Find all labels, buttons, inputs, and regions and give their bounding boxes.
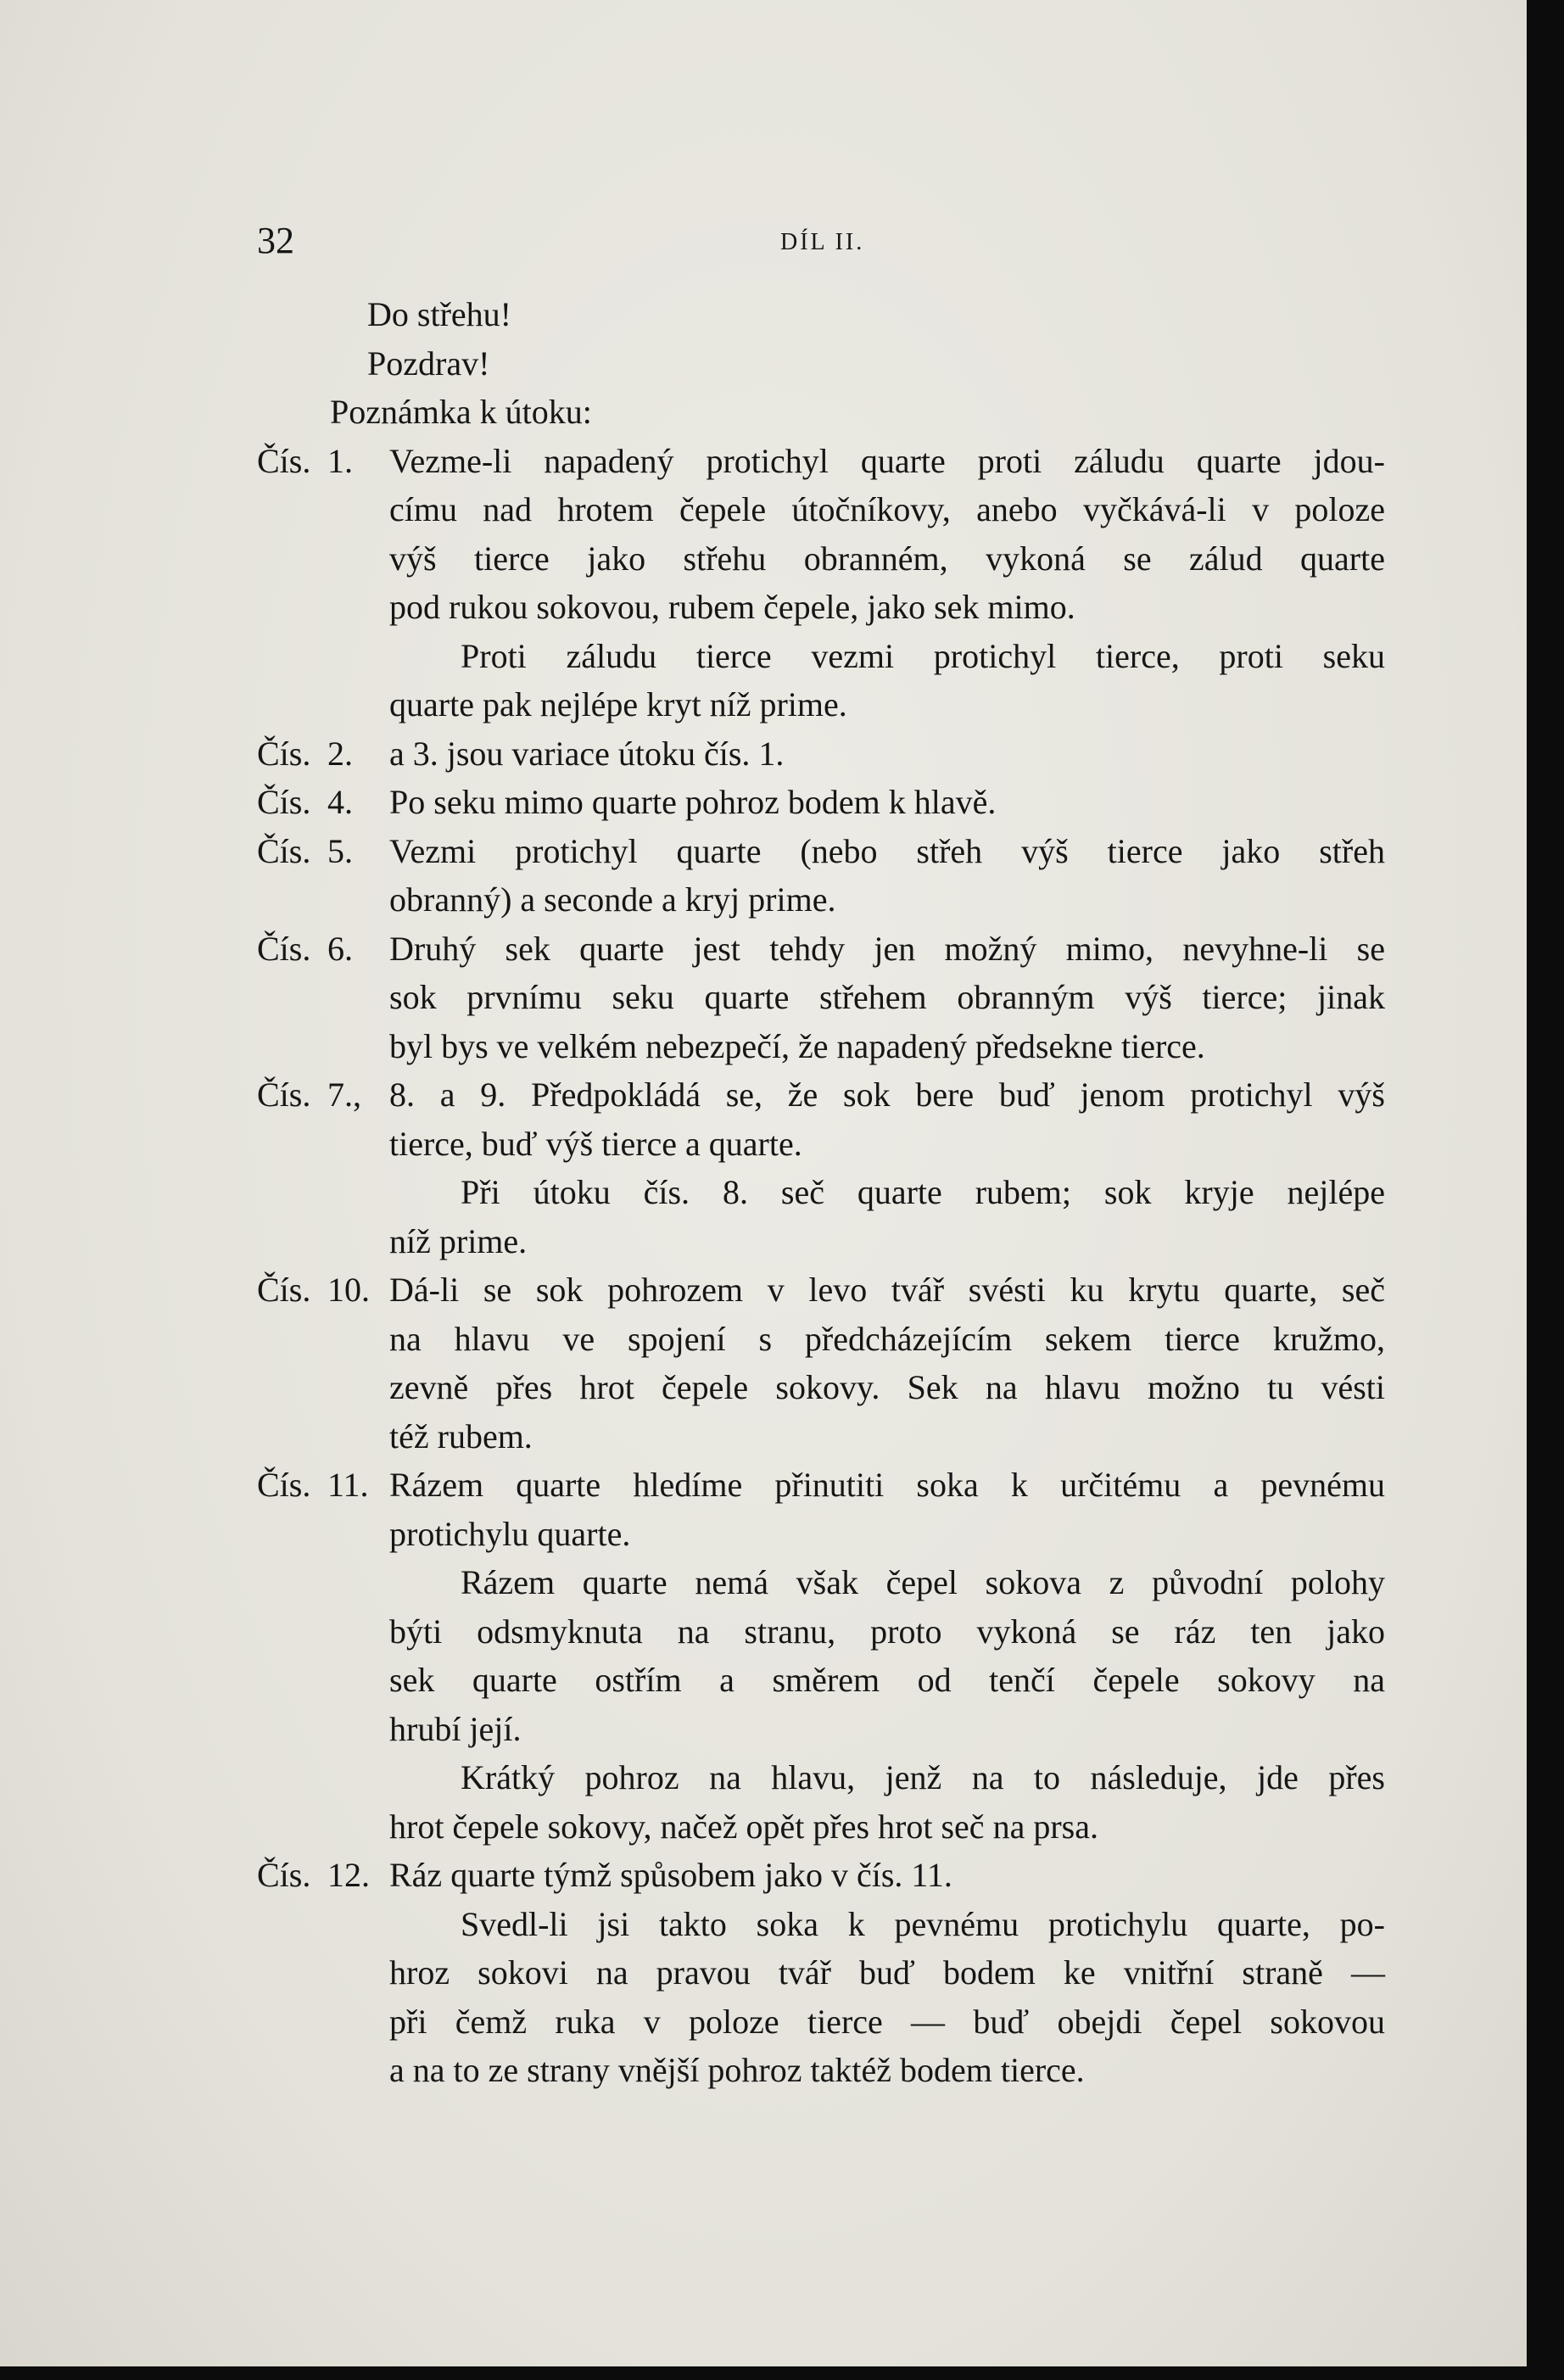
text-line: hrubí její.	[389, 1709, 522, 1748]
page-body	[257, 290, 1385, 2095]
text-line: obranný) a seconde a kryj prime.	[389, 880, 836, 919]
text-line: sek quarte ostřím a směrem od tenčí čepele sokovy na	[389, 1661, 1385, 1699]
text-line: Svedl-li jsi takto soka k pevnému protichylu quarte, po-	[461, 1904, 1385, 1943]
text-line: protichylu quarte.	[389, 1514, 631, 1553]
text-line: tierce, buď výš tierce a quarte.	[389, 1124, 802, 1163]
item-number: 4.	[327, 783, 353, 821]
text-line: pod rukou sokovou, rubem čepele, jako sek mimo.	[389, 588, 1075, 626]
item-number: 12.	[327, 1856, 370, 1894]
item-prefix: Čís.	[257, 831, 311, 870]
page-number: 32	[257, 220, 294, 261]
text-line: Vezmi protichyl quarte (nebo střeh výš tierce jako střeh	[389, 831, 1385, 870]
item-prefix: Čís.	[257, 734, 311, 773]
item-prefix: Čís.	[257, 1271, 311, 1309]
item-number: 5.	[327, 831, 353, 870]
item-number: 1.	[327, 441, 353, 480]
item-prefix: Čís.	[257, 929, 311, 968]
item-label	[257, 1070, 389, 1265]
item-number: 2.	[327, 734, 353, 773]
item-prefix: Čís.	[257, 1075, 311, 1114]
item-label	[257, 1461, 389, 1851]
text-line: hrot čepele sokovy, načež opět přes hrot seč na prsa.	[389, 1807, 1098, 1846]
text-line: a 3. jsou variace útoku čís. 1.	[389, 734, 785, 773]
numbered-item	[257, 437, 1385, 729]
item-text	[389, 1851, 1385, 2095]
text-line: Po seku mimo quarte pohroz bodem k hlavě.	[389, 783, 997, 821]
item-text	[389, 827, 1385, 925]
item-number: 10.	[327, 1271, 370, 1309]
item-number: 7.,	[327, 1075, 361, 1114]
text-line: Při útoku čís. 8. seč quarte rubem; sok kryje nejlépe	[461, 1173, 1385, 1211]
item-label	[257, 827, 389, 925]
item-number: 11.	[327, 1466, 369, 1504]
item-text	[389, 925, 1385, 1071]
numbered-item	[257, 827, 1385, 925]
numbered-items	[257, 437, 1385, 2095]
item-prefix: Čís.	[257, 1466, 311, 1504]
item-text	[389, 729, 1385, 779]
text-line: byl bys ve velkém nebezpečí, že napadený předsekne tierce.	[389, 1026, 1205, 1065]
numbered-item	[257, 778, 1385, 827]
text-line: Dá-li se sok pohrozem v levo tvář svésti ku krytu quarte, seč	[389, 1271, 1385, 1309]
item-prefix: Čís.	[257, 441, 311, 480]
text-line: hroz sokovi na pravou tvář buď bodem ke vnitřní straně —	[389, 1953, 1385, 1992]
text-line: zevně přes hrot čepele sokovy. Sek na hlavu možno tu vésti	[389, 1368, 1385, 1406]
text-line: a na to ze strany vnější pohroz taktéž bodem tierce.	[389, 2051, 1085, 2089]
item-text	[389, 778, 1385, 827]
item-text	[389, 1265, 1385, 1461]
item-prefix: Čís.	[257, 1856, 311, 1894]
intro-line: Pozdrav!	[367, 344, 490, 383]
numbered-item	[257, 925, 1385, 1071]
item-label	[257, 437, 389, 729]
page-header	[257, 219, 1385, 270]
text-line: Rázem quarte hledíme přinutiti soka k určitému a pevnému	[389, 1466, 1385, 1504]
text-line: též rubem.	[389, 1416, 533, 1455]
item-label	[257, 729, 389, 779]
text-line: Druhý sek quarte jest tehdy jen možný mimo, nevyhne-li se	[389, 929, 1385, 968]
text-line: Krátký pohroz na hlavu, jenž na to následuje, jde přes	[461, 1758, 1385, 1796]
item-text	[389, 1070, 1385, 1265]
numbered-item	[257, 1851, 1385, 2095]
item-label	[257, 925, 389, 1071]
text-line: Vezme-li napadený protichyl quarte proti záludu quarte jdou-	[389, 441, 1385, 480]
intro-line: Do střehu!	[367, 295, 511, 333]
text-line: býti odsmyknuta na stranu, proto vykoná se ráz ten jako	[389, 1612, 1385, 1651]
text-line: výš tierce jako střehu obranném, vykoná se zálud quarte	[389, 539, 1385, 578]
text-line: při čemž ruka v poloze tierce — buď obejdi čepel sokovou	[389, 2002, 1385, 2041]
text-line: quarte pak nejlépe kryt níž prime.	[389, 685, 847, 723]
item-text	[389, 1461, 1385, 1851]
numbered-item	[257, 1265, 1385, 1461]
text-line: sok prvnímu seku quarte střehem obranným výš tierce; jinak	[389, 978, 1385, 1016]
item-number: 6.	[327, 929, 353, 968]
text-line: Rázem quarte nemá však čepel sokova z původní polohy	[461, 1563, 1385, 1601]
item-label	[257, 1851, 389, 2095]
text-line: na hlavu ve spojení s předcházejícím sekem tierce kružmo,	[389, 1319, 1385, 1358]
numbered-item	[257, 1070, 1385, 1265]
note-heading: Poznámka k útoku:	[330, 393, 592, 431]
item-prefix: Čís.	[257, 783, 311, 821]
numbered-item	[257, 729, 1385, 779]
text-line: 8. a 9. Předpokládá se, že sok bere buď jenom protichyl výš	[389, 1075, 1385, 1114]
item-text	[389, 437, 1385, 729]
text-line: níž prime.	[389, 1221, 528, 1260]
item-label	[257, 1265, 389, 1461]
text-line: Proti záludu tierce vezmi protichyl tierce, proti seku	[461, 636, 1385, 675]
running-head: DÍL II.	[780, 229, 865, 255]
item-label	[257, 778, 389, 827]
text-line: Ráz quarte týmž spůsobem jako v čís. 11.	[389, 1856, 952, 1894]
text-line: címu nad hrotem čepele útočníkovy, anebo vyčkává-li v poloze	[389, 490, 1385, 528]
numbered-item	[257, 1461, 1385, 1851]
